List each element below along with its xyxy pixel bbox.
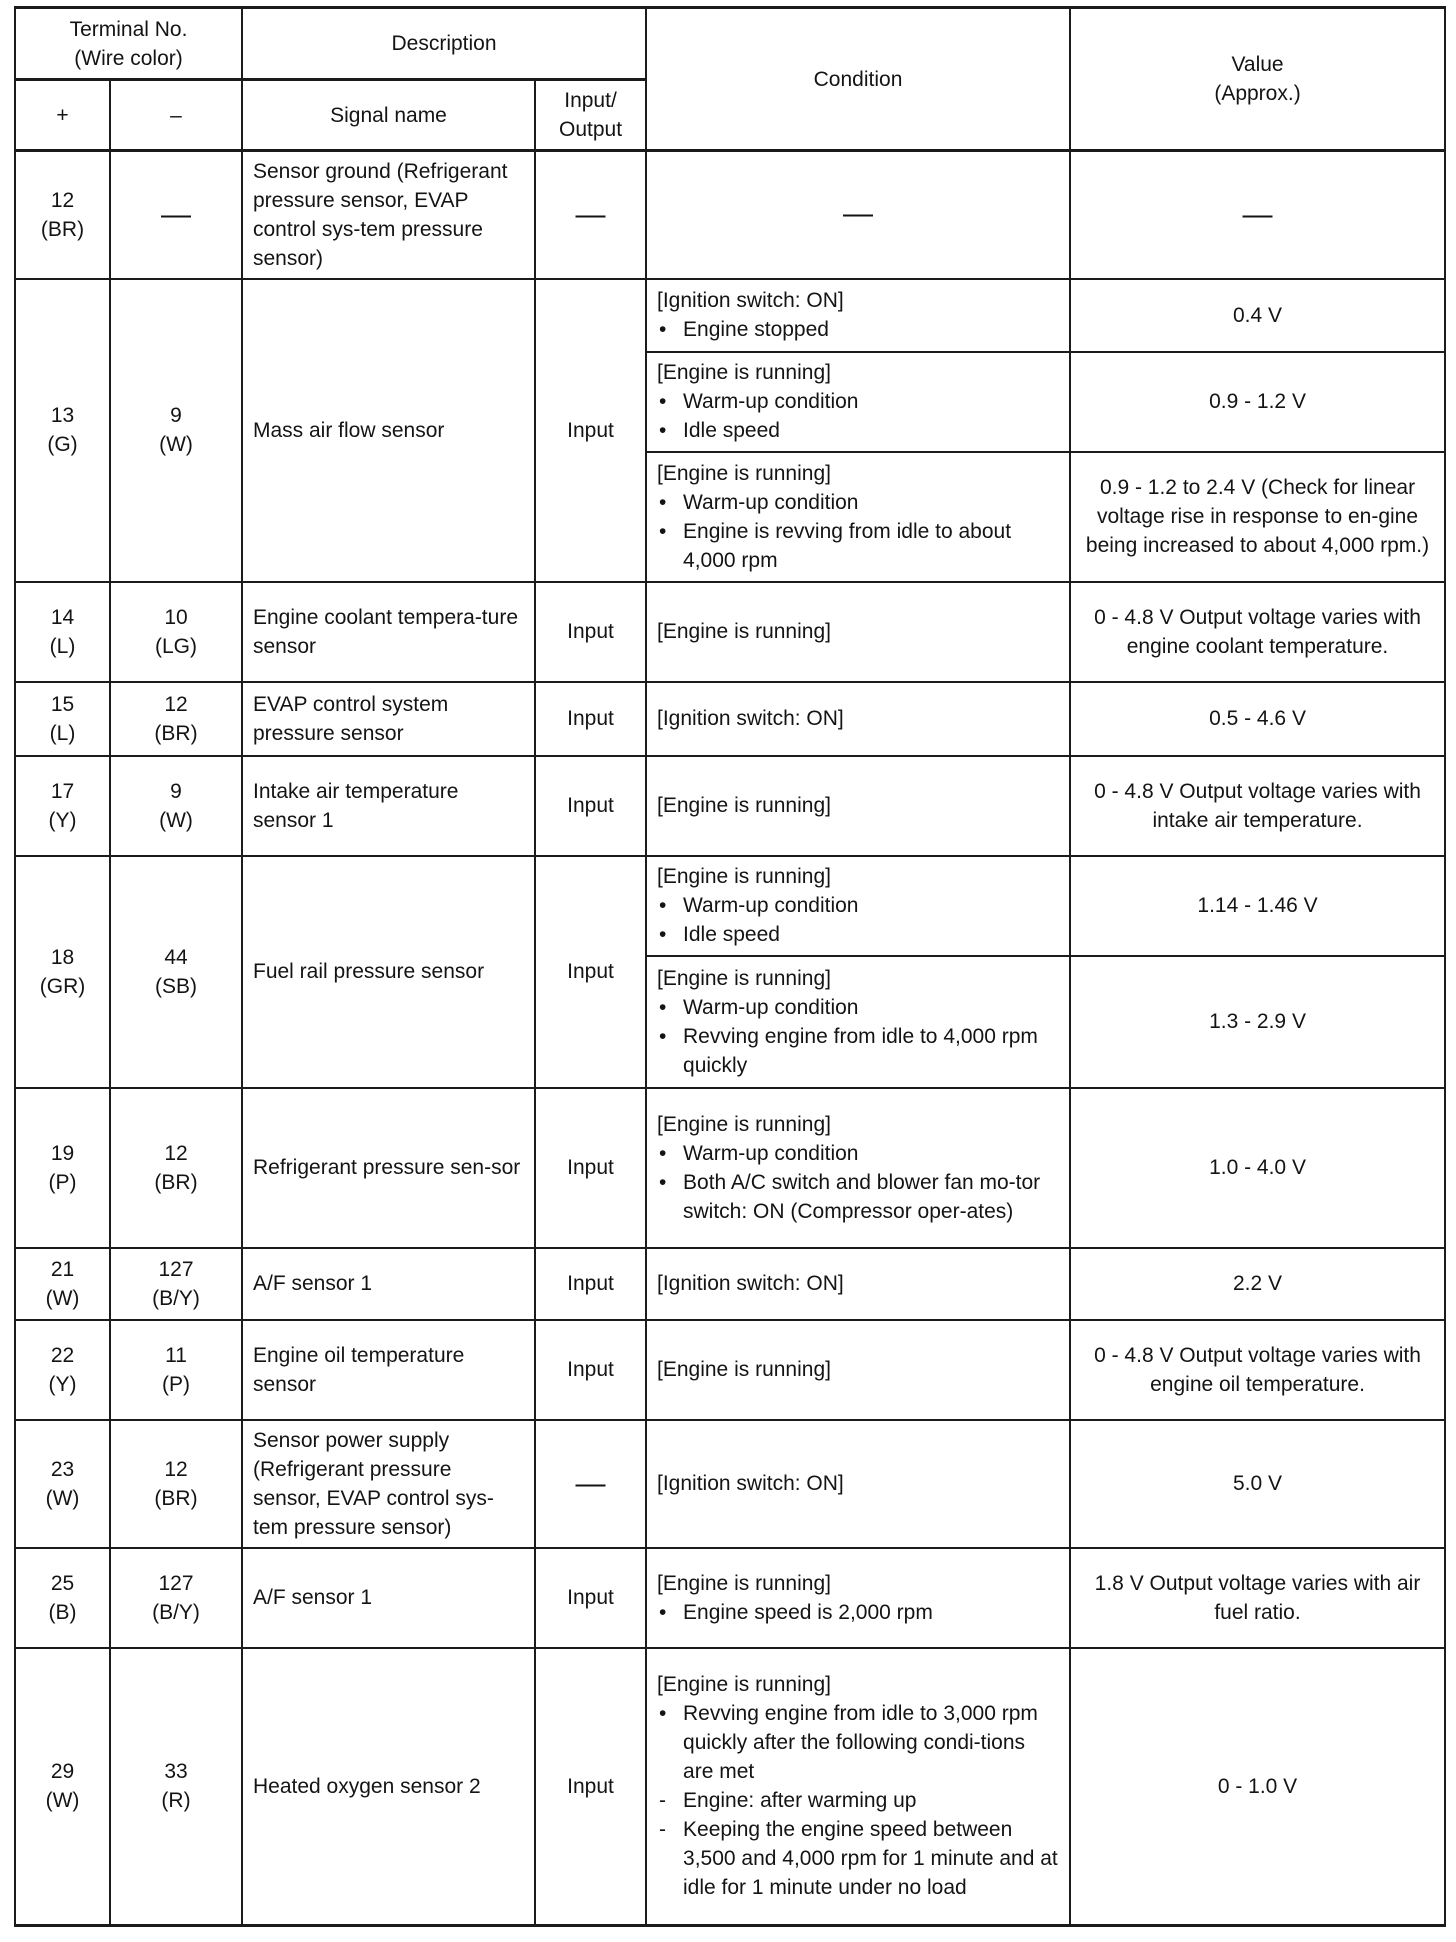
terminal-plus-number: 13 [50,404,75,427]
signal-name-cell: Engine oil temperature sensor [242,1320,535,1420]
condition-cell [646,956,1070,1088]
terminal-plus-wire-color: (GR) [39,974,86,998]
table-row [15,756,1445,856]
terminal-plus-number: 17 [50,779,75,803]
terminal-minus-wire-color: (B/Y) [152,1600,200,1624]
terminal-minus-cell [110,1420,242,1548]
terminal-minus-cell [110,756,242,856]
condition-heading: [Ignition switch: ON] [657,1272,844,1295]
condition-heading: [Engine is running] [657,1358,831,1381]
table-row [15,582,1445,682]
input-output-cell: Input [535,1548,646,1648]
input-output-label-2: Output [558,118,623,141]
bullet-marker: • [659,519,667,543]
value-cell: 0 - 4.8 V Output voltage varies with engine coolant temperature. [1070,582,1445,682]
table-row [15,1320,1445,1420]
condition-item-text: Revving engine from idle to 3,000 rpm quickly after the following condi-tions are met [683,1702,1038,1784]
condition-cell [646,682,1070,756]
condition-heading: [Engine is running] [657,361,831,384]
condition-cell [646,1648,1070,1926]
dash-marker: - [659,1818,667,1842]
terminal-minus-number: 11 [165,1343,187,1367]
condition-bullet-item [657,920,1059,949]
condition-bullet-item [657,488,1059,517]
condition-heading: [Engine is running] [657,1571,831,1595]
terminal-no-label: Terminal No. [69,17,188,41]
terminal-plus-number: 12 [50,188,75,212]
signal-name-cell: A/F sensor 1 [242,1248,535,1320]
table-row [15,1088,1445,1248]
terminal-plus-wire-color: (B) [48,1600,77,1624]
condition-cell [646,582,1070,682]
condition-cell [646,1248,1070,1320]
signal-name-cell: Sensor ground (Refrigerant pressure sensor, EVAP control sys-tem pressure sensor) [242,151,535,279]
value-cell: 2.2 V [1070,1248,1445,1320]
input-output-cell: — [535,151,646,279]
terminal-plus-cell [15,1420,110,1548]
condition-cell [646,279,1070,352]
terminal-plus-cell [15,582,110,682]
terminal-minus-wire-color: (LG) [155,634,197,658]
terminal-plus-wire-color: (W) [45,1486,80,1510]
condition-heading: [Engine is running] [657,1673,831,1697]
value-cell: 0.4 V [1070,279,1445,352]
terminal-plus-cell [15,279,110,582]
table-row [15,151,1445,279]
input-output-cell: Input [535,682,646,756]
input-output-cell: Input [535,756,646,856]
condition-cell [646,756,1070,856]
condition-heading: [Engine is running] [657,865,831,888]
bullet-marker: • [659,894,667,917]
terminal-minus-cell [110,682,242,756]
condition-header: Condition [646,8,1070,151]
signal-name-cell: EVAP control system pressure sensor [242,682,535,756]
terminal-minus-wire-color: (BR) [154,721,198,745]
wire-color-label: (Wire color) [74,46,183,70]
condition-item-text: Warm-up condition [683,894,859,917]
value-cell: 0 - 1.0 V [1070,1648,1445,1926]
terminal-plus-cell [15,1248,110,1320]
signal-name-cell: Refrigerant pressure sen-sor [242,1088,535,1248]
terminal-plus-number: 29 [50,1760,75,1784]
terminal-minus-number: 33 [164,1760,188,1784]
terminal-plus-wire-color: (Y) [48,1372,77,1396]
terminal-minus-wire-color: (SB) [155,974,197,998]
input-output-cell: Input [535,279,646,582]
bullet-marker: • [659,390,667,413]
approx-label: (Approx.) [1214,82,1301,105]
terminal-minus-cell [110,1320,242,1420]
condition-cell [646,1088,1070,1248]
terminal-plus-cell [15,756,110,856]
table-row [15,1648,1445,1926]
condition-cell [646,1548,1070,1648]
terminal-plus-number: 14 [50,605,75,629]
input-output-cell: Input [535,1648,646,1926]
terminal-plus-cell [15,1088,110,1248]
terminal-minus-cell [110,1088,242,1248]
dash-marker: - [659,1789,667,1813]
table-header [15,8,1445,151]
condition-item-text: Warm-up condition [683,1141,859,1165]
condition-item-text: Engine is revving from idle to about 4,000 rpm [683,519,1012,572]
condition-item-text: Warm-up condition [683,490,859,514]
terminal-plus-wire-color: (W) [45,1286,80,1310]
terminal-no-header [15,8,242,80]
terminal-minus-cell [110,1648,242,1926]
value-cell: 0.5 - 4.6 V [1070,682,1445,756]
value-cell: 0.9 - 1.2 to 2.4 V (Check for linear voltage rise in response to en-gine being increased to about 4,000 rpm.) [1070,452,1445,582]
terminal-minus-wire-color: (R) [161,1789,191,1813]
condition-item-text: Engine speed is 2,000 rpm [683,1600,933,1624]
value-cell: 0 - 4.8 V Output voltage varies with intake air temperature. [1070,756,1445,856]
condition-item-text: Both A/C switch and blower fan mo-tor switch: ON (Compressor oper-ates) [683,1170,1041,1223]
signal-name-cell: Mass air flow sensor [242,279,535,582]
value-label: Value [1231,53,1284,76]
terminal-plus-wire-color: (W) [45,1789,80,1813]
condition-bullet-item [657,1815,1059,1902]
condition-cell [646,1420,1070,1548]
ecm-terminal-table [14,6,1446,1927]
condition-cell [646,452,1070,582]
signal-name-cell: Heated oxygen sensor 2 [242,1648,535,1926]
terminal-plus-wire-color: (BR) [40,217,85,241]
condition-bullet-item [657,517,1059,575]
signal-name-header: Signal name [242,80,535,151]
terminal-plus-number: 25 [50,1571,75,1595]
signal-name-cell: Fuel rail pressure sensor [242,856,535,1088]
terminal-minus-wire-color: (P) [162,1372,190,1396]
signal-name-cell: Intake air temperature sensor 1 [242,756,535,856]
bullet-marker: • [659,1141,667,1165]
condition-bullet-item [657,315,1059,344]
terminal-minus-number: 9 [170,779,182,803]
terminal-minus-wire-color: (BR) [154,1170,198,1194]
bullet-marker: • [659,318,667,341]
terminal-minus-wire-color: (B/Y) [152,1286,200,1310]
terminal-minus-wire-color: (BR) [154,1486,198,1510]
table-row [15,856,1445,956]
value-cell: 1.3 - 2.9 V [1070,956,1445,1088]
input-output-header [535,80,646,151]
terminal-plus-cell [15,856,110,1088]
bullet-marker: • [659,1702,667,1726]
bullet-marker: • [659,923,667,946]
terminal-minus-number: 127 [158,1257,194,1281]
value-cell: 0 - 4.8 V Output voltage varies with engine oil temperature. [1070,1320,1445,1420]
value-cell: — [1070,151,1445,279]
terminal-minus-number: 12 [164,1457,188,1481]
terminal-plus-cell [15,1648,110,1926]
input-output-cell: Input [535,1248,646,1320]
bullet-marker: • [659,1170,667,1194]
table-row [15,279,1445,352]
condition-item-text: Engine stopped [683,318,829,341]
condition-item-text: Keeping the engine speed between 3,500 and 4,000 rpm for 1 minute and at idle for 1 minute under no load [683,1818,1058,1900]
input-output-cell: Input [535,1088,646,1248]
condition-heading: [Engine is running] [657,794,831,817]
description-header: Description [242,8,646,80]
value-header [1070,8,1445,151]
terminal-minus-number: — [161,198,191,232]
bullet-marker: • [659,1024,667,1048]
terminal-minus-number: 9 [170,404,182,427]
table-body [15,151,1445,1926]
value-cell: 5.0 V [1070,1420,1445,1548]
input-output-cell: Input [535,582,646,682]
terminal-minus-number: 12 [164,1141,188,1165]
terminal-plus-cell [15,151,110,279]
condition-heading: [Engine is running] [657,620,831,643]
terminal-plus-number: 21 [50,1257,75,1281]
terminal-plus-cell [15,1320,110,1420]
terminal-minus-number: 44 [164,945,188,969]
condition-bullet-item [657,993,1059,1022]
terminal-plus-wire-color: (G) [47,433,78,456]
bullet-marker: • [659,490,667,514]
terminal-plus-number: 18 [50,945,75,969]
plus-header: + [15,80,110,151]
table-row [15,1248,1445,1320]
condition-bullet-item [657,1139,1059,1168]
condition-bullet-item [657,1699,1059,1786]
table-row [15,1420,1445,1548]
bullet-marker: • [659,419,667,442]
terminal-plus-number: 15 [50,692,75,716]
value-cell: 1.8 V Output voltage varies with air fuel ratio. [1070,1548,1445,1648]
terminal-plus-number: 19 [50,1141,75,1165]
condition-heading: [Engine is running] [657,966,831,990]
terminal-minus-cell [110,856,242,1088]
input-output-label-1: Input/ [564,89,617,112]
condition-heading: [Ignition switch: ON] [657,707,844,730]
value-cell: 0.9 - 1.2 V [1070,352,1445,452]
terminal-plus-wire-color: (Y) [48,808,77,832]
terminal-minus-number: 127 [158,1571,194,1595]
condition-cell [646,151,1070,279]
input-output-cell: Input [535,856,646,1088]
bullet-marker: • [659,1600,667,1624]
condition-heading: [Ignition switch: ON] [657,289,844,312]
table-row [15,682,1445,756]
terminal-plus-wire-color: (L) [49,634,76,658]
condition-item-text: Engine: after warming up [683,1789,917,1813]
condition-heading: [Engine is running] [657,461,831,485]
condition-item-text: Warm-up condition [683,995,859,1019]
signal-name-cell: A/F sensor 1 [242,1548,535,1648]
terminal-minus-wire-color: (W) [159,433,193,456]
signal-name-cell: Engine coolant tempera-ture sensor [242,582,535,682]
terminal-plus-cell [15,682,110,756]
terminal-plus-wire-color: (L) [49,721,76,745]
condition-item-text: Revving engine from idle to 4,000 rpm quickly [683,1024,1038,1077]
bullet-marker: • [659,995,667,1019]
terminal-plus-number: 22 [50,1343,75,1367]
terminal-minus-cell [110,279,242,582]
value-cell: 1.0 - 4.0 V [1070,1088,1445,1248]
condition-item-text: Warm-up condition [683,390,859,413]
terminal-plus-wire-color: (P) [48,1170,77,1194]
condition-bullet-item [657,387,1059,416]
condition-heading: [Engine is running] [657,1112,831,1136]
condition-bullet-item [657,891,1059,920]
condition-bullet-item [657,416,1059,445]
table-row [15,1548,1445,1648]
condition-bullet-item [657,1022,1059,1080]
condition-cell [646,352,1070,452]
condition-bullet-item [657,1168,1059,1226]
terminal-plus-number: 23 [50,1457,75,1481]
terminal-minus-number: 12 [164,692,188,716]
terminal-minus-cell [110,1248,242,1320]
minus-header: – [110,80,242,151]
document-page [14,6,1446,1927]
condition-item-text: Idle speed [683,419,780,442]
condition-bullet-item [657,1598,1059,1627]
terminal-minus-wire-color: (W) [159,808,193,832]
condition-bullet-item [657,1786,1059,1815]
terminal-minus-number: 10 [164,605,188,629]
terminal-plus-cell [15,1548,110,1648]
condition-cell [646,1320,1070,1420]
condition-dash: — [843,196,874,230]
signal-name-cell: Sensor power supply (Refrigerant pressure sensor, EVAP control sys-tem pressure sensor) [242,1420,535,1548]
terminal-minus-cell [110,1548,242,1648]
terminal-minus-cell [110,582,242,682]
input-output-cell: Input [535,1320,646,1420]
condition-item-text: Idle speed [683,923,780,946]
condition-cell [646,856,1070,956]
input-output-cell: — [535,1420,646,1548]
condition-heading: [Ignition switch: ON] [657,1472,844,1495]
value-cell: 1.14 - 1.46 V [1070,856,1445,956]
terminal-minus-cell [110,151,242,279]
